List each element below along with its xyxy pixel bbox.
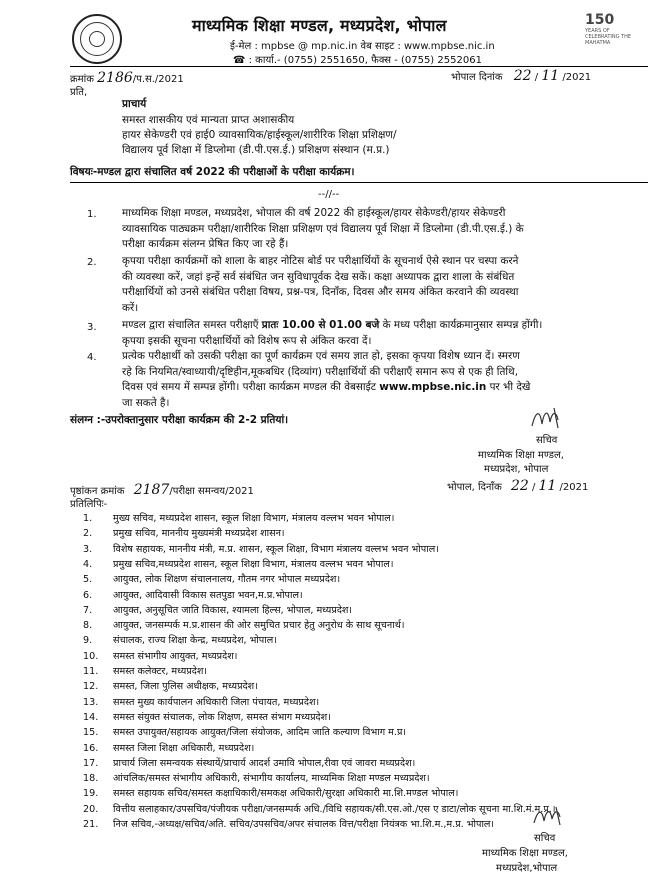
copy-list-number: 7. [83,604,93,616]
copy-list-item [83,618,404,631]
para-number: 2. [87,257,97,268]
signatory-org: माध्यमिक शिक्षा मण्डल, [482,848,568,859]
badge-text: YEARS OF CELEBRATING THE MAHATMA [585,28,632,46]
copy-list-item [83,526,285,539]
copy-list-number: 16. [83,742,99,754]
copy-list-number: 6. [83,589,93,601]
copy-list-number: 19. [83,788,99,800]
addressee-line: हायर सेकेण्डरी एवं हाई0 व्यावसायिक/हाईस्कूल/शारीरिक शिक्षा प्रशिक्षण/ [122,129,397,141]
paragraph-1: माध्यमिक शिक्षा मण्डल, मध्यप्रदेश, भोपाल की वर्ष 2022 की हाईस्कूल/हायर सेकेण्डरी/हायर सेकेण्डरी व्यावसायिक पाठ्यक्रम परीक्षा/शारीरिक शिक्षा प्रशिक्षण एवं विद्यालय पूर्व शिक्षा में डिप्लोमा (डी.पी.एस.ई.) के परीक्षा कार्यक्रम संलग्न प्रेषित किए जा रहे हैं। [122,207,524,250]
copy-list-item [83,542,439,555]
badge-number: 150 [585,12,615,28]
copy-list-text: समस्त, जिला पुलिस अधीक्षक, मध्यप्रदेश। [113,681,258,693]
copy-list-item [83,603,352,616]
copy-list-item [83,572,340,585]
subject-underline [70,182,648,183]
reference-number: क्रमांक 2186/प.स./2021 [70,70,184,86]
paragraph-4: प्रत्येक परीक्षार्थी को उसकी परीक्षा का पूर्ण कार्यक्रम एवं समय ज्ञात हो, इसका कृपया विशेष ध्यान दें। स्मरण रहे कि नियमित/स्वाध्यायी/दृष्टिहीन,मूकबधिर (दिव्यांग) परीक्षार्थियों की परीक्षाएँ समान रूप से एक ही तिथि, दिवस एवं समय में सम्पन्न होंगी। परीक्षा कार्यक्रम मण्डल की वेबसाईट www.mpbse.nic.in पर भी देखे जा सकते है। [122,350,531,409]
para-number: 1. [87,209,97,220]
copy-list-item [83,649,237,662]
copy-list-text: समस्त मुख्य कार्यपालन अधिकारी जिला पंचायत, मध्यप्रदेश। [113,696,320,708]
signatory-org: माध्यमिक शिक्षा मण्डल, [478,450,564,461]
copy-list-item [83,725,406,738]
logo-emblem-icon [80,22,114,56]
copy-list-number: 21. [83,819,99,830]
copy-list-number: 11. [83,666,99,677]
copy-list-text: निज सचिव,-अध्यक्ष/सचिव/अति. सचिव/उपसचिव/अपर संचालक वित्त/परीक्षा नियंत्रक भा.शि.म.,म.प्र. भोपाल। [113,819,495,830]
copy-list-item [83,710,331,723]
prati-label: प्रति, [70,87,88,98]
sachiv-label: सचिव [534,833,556,844]
copy-list-number: 10. [83,650,99,662]
endorsement-date: भोपाल, दिनाँक 22 / 11 /2021 [447,478,589,494]
copy-list-number: 20. [83,803,99,815]
letter-date: भोपाल दिनांक 22 / 11 /2021 [451,68,592,84]
para-number: 3. [87,322,97,333]
copy-list-text: आयुक्त, लोक शिक्षण संचालनालय, गौतम नगर भोपाल मध्यप्रदेश। [113,574,341,586]
signatory-place: मध्यप्रदेश, भोपाल [484,464,549,475]
copy-list-text: आयुक्त, अनुसूचित जाति विकास, श्यामला हिल्स, भोपाल, मध्यप्रदेश। [113,604,353,616]
addressee-line: विद्यालय पूर्व शिक्षा में डिप्लोमा (डी.पी.एस.ई.) प्रशिक्षण संस्थान (म.प्र.) [122,144,390,156]
subject-line: विषयः-मण्डल द्वारा संचालित वर्ष 2022 की परीक्षाओं के परीक्षा कार्यक्रम। [70,166,355,178]
copy-list-item [83,695,319,708]
copy-list-number: 18. [83,773,99,785]
copy-list-text: समस्त उपायुक्त/सहायक आयुक्त/जिला संयोजक, आदिम जाति कल्याण विभाग म.प्र। [113,727,407,739]
paragraph-3: मण्डल द्वारा संचालित समस्त परीक्षाएँ प्रातः 10.00 से 01.00 बजे के मध्य परीक्षा कार्यक्रमानुसार सम्पन्न होंगी। कृपया इसकी सूचना परीक्षार्थियों को विशेष रूप से अंकित करवा दें। [122,319,543,347]
phone-fax-line: ☎ : कार्या.- (0755) 2551650, फैक्स - (0755) 2552061 [233,55,482,66]
para-number: 4. [87,352,97,363]
copy-list-text: प्रमुख सचिव, माननीय मुख्यमंत्री मध्यप्रदेश शासन। [113,528,285,540]
org-title: माध्यमिक शिक्षा मण्डल, मध्यप्रदेश, भोपाल [192,16,447,35]
signature-scribble [528,404,568,432]
copy-list-item [83,756,415,769]
endorsement-number: पृष्ठांकन क्रमांक 2187/परीक्षा समन्वय/2021 [70,482,254,498]
copy-list-number: 15. [83,727,99,739]
copy-list-text: समस्त संयुक्त संचालक, लोक शिक्षण, समस्त संभाग मध्यप्रदेश। [113,711,331,723]
copy-list-item [83,741,254,754]
signatory-place: मध्यप्रदेश,भोपाल [496,863,558,874]
copy-list-text: वित्तीय सलाहकार/उपसचिव/पंजीयक परीक्षा/जनसम्पर्क अधि./विधि सहायक/सी.एस.ओ./एस ए डाटा/लोक सूचना मा.शि.मं.म.प्र.। [113,803,556,815]
copy-list-text: समस्त कलेक्टर, मध्यप्रदेश। [113,666,208,677]
copy-list-text: आंचलिक/समस्त संभागीय अधिकारी, संभागीय कार्यालय, माध्यमिक शिक्षा मण्डल मध्यप्रदेश। [113,773,430,785]
copy-list-number: 9. [83,635,93,647]
copy-list-number: 14. [83,711,99,723]
copy-list-text: समस्त जिला शिक्षा अधिकारी, मध्यप्रदेश। [113,742,255,754]
copy-list-number: 4. [83,558,93,570]
copy-list-text: आयुक्त, जनसम्पर्क म.प्र.शासन की ओर समुचित प्रचार हेतु अनुरोध के साथ सूचनार्थ। [113,620,405,632]
signature-scribble [530,803,570,829]
paragraph-2: कृपया परीक्षा कार्यक्रमों को शाला के बाहर नोटिस बोर्ड पर परीक्षार्थियों के सूचनार्थ ऐसे स्थान पर चस्पा करने की व्यवस्था करें, जहां इन्हें सर्व संबंधित जन सुविधापूर्वक देख सकें। कक्षा अध्यापक द्वारा शाला के संबंधित परीक्षार्थियों को उनसे संबंधित परीक्षा विषय, प्रश्न-पत्र, दिनाँक, दिवस और समय अंकित करवाने की व्यवस्था करें। [122,255,519,314]
gandhi-150-badge [585,12,641,50]
sachiv-label: सचिव [536,435,558,446]
copy-list-item [83,557,393,570]
copy-list-number: 12. [83,681,99,693]
copy-list-text: प्राचार्य जिला समन्वयक संस्थायें/प्राचार्य आदर्श उमावि भोपाल,रीवा एवं जावरा मध्यप्रदेश। [113,757,416,769]
copy-list-item [83,588,303,601]
copy-list-number: 13. [83,696,99,708]
enclosure-note: संलग्न :-उपरोक्तानुसार परीक्षा कार्यक्रम की 2-2 प्रतियां। [70,414,289,426]
addressee-line: समस्त शासकीय एवं मान्यता प्राप्त अशासकीय [122,114,295,126]
email-website-line: ई-मेल : mpbse @ mp.nic.in वेब साइट : www.mpbse.nic.in [230,41,495,52]
copy-list-number: 5. [83,574,93,586]
copy-list-text: समस्त सहायक सचिव/समस्त कक्षाधिकारी/समकक्ष अधिकारी/सुरक्षा अधिकारी मा.शि.मण्डल भोपाल। [113,788,459,800]
copy-list-number: 17. [83,757,99,769]
copy-list-item [83,511,394,524]
separator: --//-- [318,189,340,200]
copy-list-item [83,817,494,830]
copy-list-item [83,802,556,815]
copy-list-text: विशेष सहायक, माननीय मंत्री, म.प्र. शासन, स्कूल शिक्षा, विभाग मंत्रालय वल्लभ भवन भोपाल। [113,543,439,555]
copy-list-item [83,786,458,799]
copy-list-item [83,633,277,646]
copy-list-text: मुख्य सचिव, मध्यप्रदेश शासन, स्कूल शिक्षा विभाग, मंत्रालय वल्लभ भवन भोपाल। [113,513,395,524]
header-divider [70,66,648,67]
addressee-title: प्राचार्य [122,98,147,110]
copy-list-text: प्रमुख सचिव,मध्यप्रदेश शासन, स्कूल शिक्षा विभाग, मंत्रालय वल्लभ भवन भोपाल। [113,558,394,570]
copy-list-text: आयुक्त, आदिवासी विकास सतपुडा भवन,म.प्र.भोपाल। [113,589,303,601]
copy-list-number: 3. [83,543,93,555]
copy-to-label: प्रतिलिपिः- [70,499,108,510]
copy-list-item [83,771,430,784]
copy-list-text: समस्त संभागीय आयुक्त, मध्यप्रदेश। [113,650,238,662]
copy-list-number: 1. [83,513,93,524]
copy-list-text: संचालक, राज्य शिक्षा केन्द्र, मध्यप्रदेश, भोपाल। [113,635,277,647]
board-logo [72,14,122,64]
copy-list-item [83,664,207,677]
copy-list-item [83,679,258,692]
copy-list-number: 2. [83,528,93,540]
copy-list-number: 8. [83,620,93,632]
